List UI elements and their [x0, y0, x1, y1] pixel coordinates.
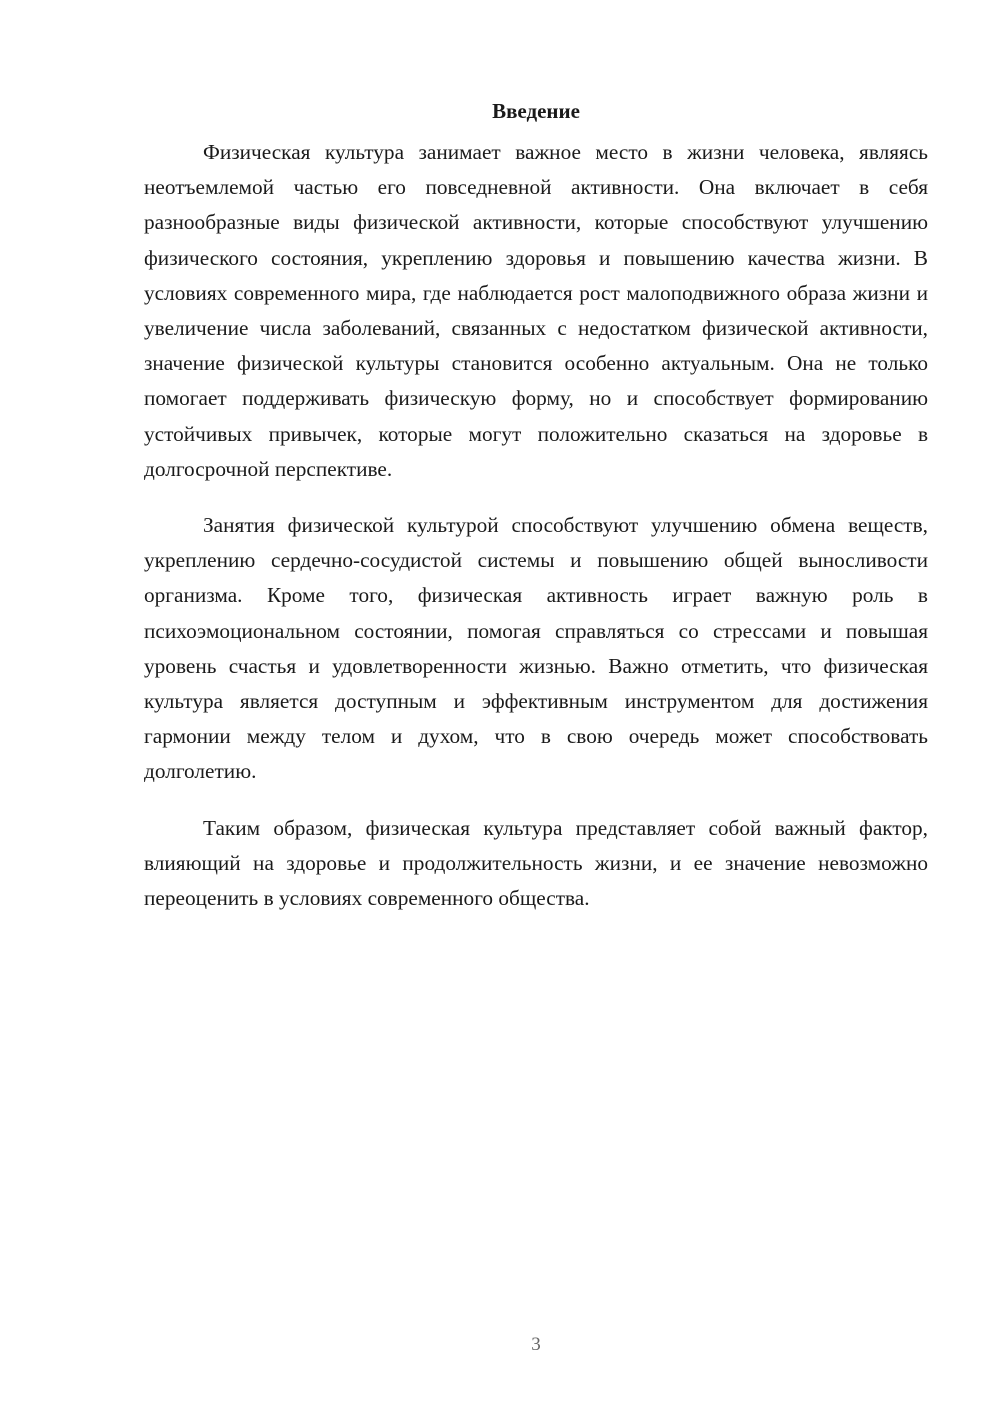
page-number: 3	[531, 1334, 541, 1355]
page-content	[144, 96, 928, 916]
paragraph-2: Занятия физической культурой способствуют улучшению обмена веществ, укреплению сердечно-сосудистой системы и повышению общей выносливости организма. Кроме того, физическая активность играет важную роль в психоэмоциональном состоянии, помогая справляться со стрессами и повышая уровень счастья и удовлетворенности жизнью. Важно отметить, что физическая культура является доступным и эффективным инструментом для достижения гармонии между телом и духом, что в свою очередь может способствовать долголетию.	[144, 513, 928, 784]
section-title: Введение	[492, 99, 580, 123]
paragraph-3: Таким образом, физическая культура представляет собой важный фактор, влияющий на здоровье и продолжительность жизни, и ее значение невозможно переоценить в условиях современного общества.	[144, 815, 928, 911]
paragraph-1: Физическая культура занимает важное место в жизни человека, являясь неотъемлемой частью его повседневной активности. Она включает в себя разнообразные виды физической активности, которые способствуют улучшению физического состояния, укреплению здоровья и повышению качества жизни. В условиях современного мира, где наблюдается рост малоподвижного образа жизни и увеличение числа заболеваний, связанных с недостатком физической активности, значение физической культуры становится особенно актуальным. Она не только помогает поддерживать физическую форму, но и способствует формированию устойчивых привычек, которые могут положительно сказаться на здоровье в долгосрочной перспективе.	[144, 140, 928, 481]
